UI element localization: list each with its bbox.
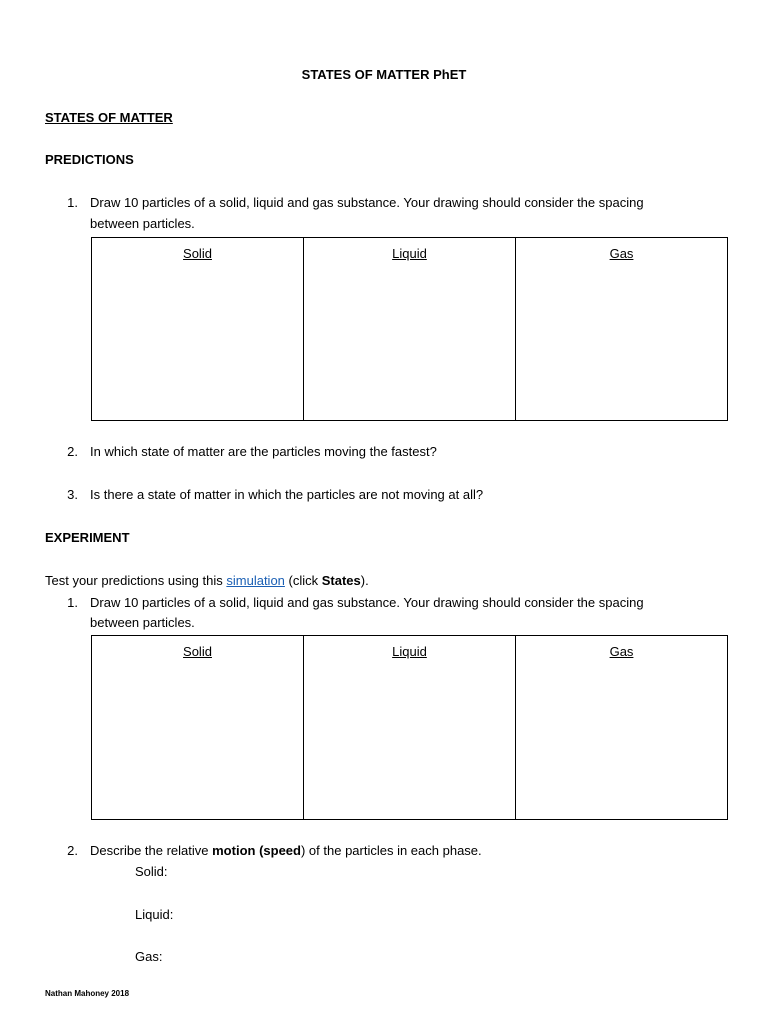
q2-paren-open: (: [255, 843, 264, 858]
experiment-q1-number: 1.: [67, 595, 78, 610]
experiment-solid-cell[interactable]: [92, 636, 304, 820]
column-header-gas: Gas: [609, 644, 634, 659]
document-title: STATES OF MATTER PhET: [301, 67, 467, 82]
simulation-link[interactable]: simulation: [226, 573, 285, 588]
prediction-q3-text: Is there a state of matter in which the particles are not moving at all?: [90, 487, 484, 502]
prediction-solid-cell[interactable]: [92, 238, 304, 421]
experiment-q1-text-line2: between particles.: [90, 615, 195, 630]
experiment-q2-text: [90, 843, 482, 859]
experiment-gas-cell[interactable]: [516, 636, 728, 820]
q2-speed-bold: speed: [263, 843, 301, 858]
predictions-heading: PREDICTIONS: [45, 152, 134, 167]
experiment-q2-number: 2.: [67, 843, 78, 858]
experiment-drawing-table: [91, 635, 728, 820]
column-header-liquid: Liquid: [392, 644, 427, 659]
intro-states-bold: States: [321, 573, 361, 588]
phase-label-liquid: Liquid:: [135, 907, 174, 922]
prediction-q2-text: In which state of matter are the particles moving the fastest?: [90, 444, 437, 459]
footer-author: Nathan Mahoney 2018: [45, 989, 130, 998]
prediction-drawing-table: [91, 237, 728, 421]
intro-suffix: ).: [360, 573, 369, 588]
column-header-gas: Gas: [609, 246, 634, 261]
prediction-q3-number: 3.: [67, 487, 78, 502]
intro-mid: (click: [284, 573, 322, 588]
q2-prefix: Describe the relative: [90, 843, 213, 858]
prediction-gas-cell[interactable]: [516, 238, 728, 421]
section-heading: STATES OF MATTER: [45, 110, 173, 125]
column-header-solid: Solid: [183, 644, 212, 659]
phase-label-solid: Solid:: [135, 864, 168, 879]
prediction-q1-text-line1: Draw 10 particles of a solid, liquid and gas substance. Your drawing should consider the spacing: [90, 195, 644, 210]
experiment-liquid-cell[interactable]: [304, 636, 516, 820]
prediction-q1-text-line2: between particles.: [90, 216, 195, 231]
prediction-liquid-cell[interactable]: [304, 238, 516, 421]
column-header-liquid: Liquid: [392, 246, 427, 261]
column-header-solid: Solid: [183, 246, 212, 261]
intro-prefix: Test your predictions using this: [45, 573, 227, 588]
prediction-q2-number: 2.: [67, 444, 78, 459]
q2-motion-bold: motion: [212, 843, 256, 858]
experiment-heading: EXPERIMENT: [45, 530, 130, 545]
phase-label-gas: Gas:: [135, 949, 163, 964]
experiment-q1-text-line1: Draw 10 particles of a solid, liquid and gas substance. Your drawing should consider the spacing: [90, 595, 644, 610]
prediction-q1-number: 1.: [67, 195, 78, 210]
q2-suffix: ) of the particles in each phase.: [300, 843, 482, 858]
experiment-intro: [45, 573, 369, 589]
